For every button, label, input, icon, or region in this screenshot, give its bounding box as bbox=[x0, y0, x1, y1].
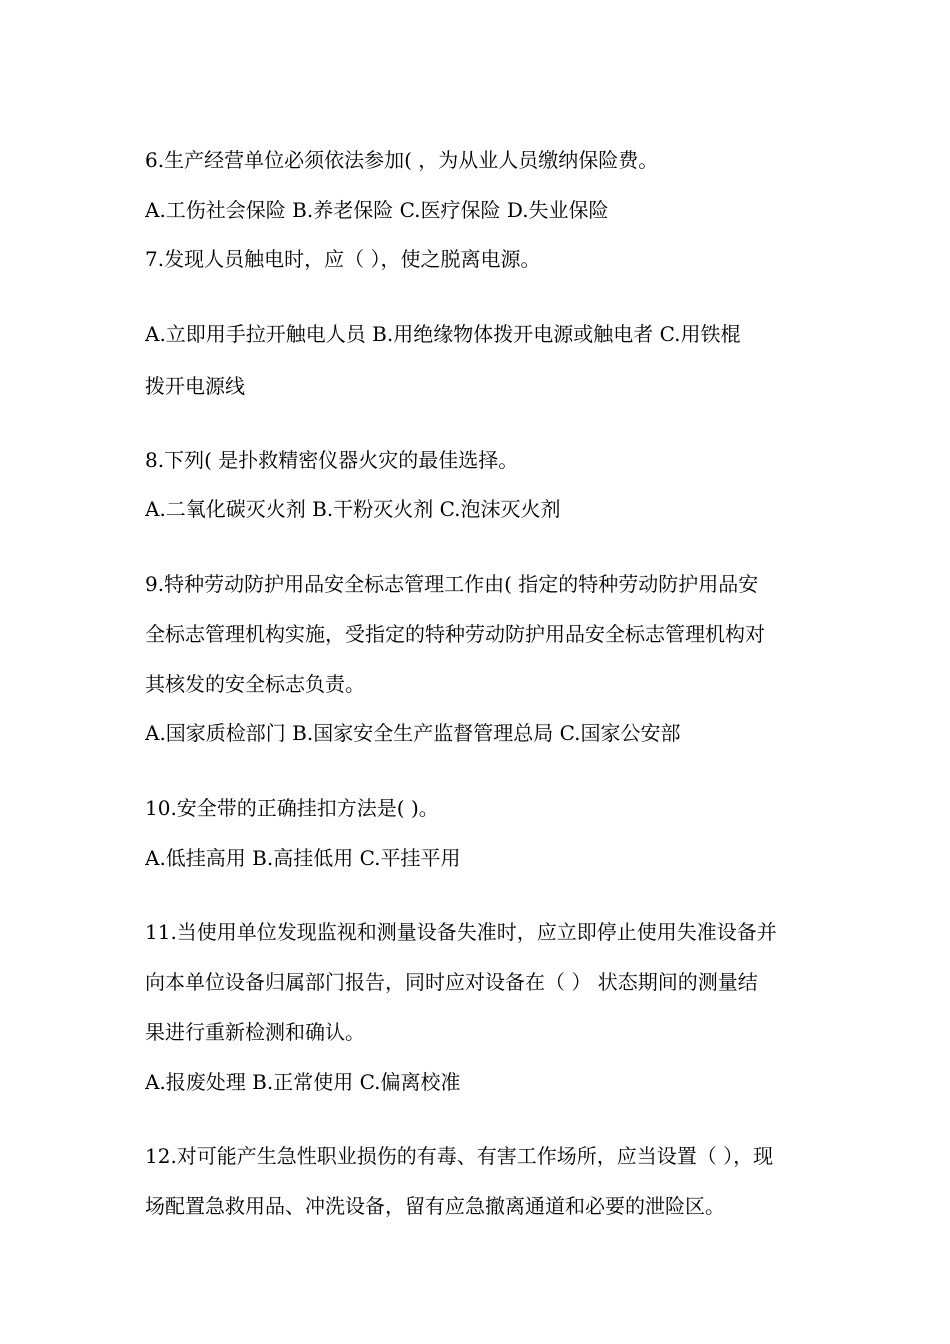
question-9-options-line-1: A.国家质检部门 B.国家安全生产监督管理总局 C.国家公安部 bbox=[145, 721, 681, 745]
question-8-options-line-1: A.二氧化碳灭火剂 B.干粉灭火剂 C.泡沫灭火剂 bbox=[145, 497, 561, 521]
question-7-stem-line-1: 7.发现人员触电时，应（ ），使之脱离电源。 bbox=[145, 247, 541, 271]
question-6-options-line-1: A.工伤社会保险 B.养老保险 C.医疗保险 D.失业保险 bbox=[145, 198, 609, 222]
question-12-stem-line-1: 12.对可能产生急性职业损伤的有毒、有害工作场所，应当设置（ ），现 bbox=[145, 1144, 774, 1168]
question-11-stem-line-3: 果进行重新检测和确认。 bbox=[145, 1020, 365, 1044]
question-9-stem-line-3: 其核发的安全标志负责。 bbox=[145, 672, 365, 696]
question-11-stem-line-1: 11.当使用单位发现监视和测量设备失准时，应立即停止使用失准设备并 bbox=[145, 920, 777, 944]
question-7-options-line-1: A.立即用手拉开触电人员 B.用绝缘物体拨开电源或触电者 C.用铁棍 bbox=[145, 322, 741, 346]
question-12-stem-line-2: 场配置急救用品、冲洗设备，留有应急撤离通道和必要的泄险区。 bbox=[145, 1194, 725, 1218]
question-6-stem-line-1: 6.生产经营单位必须依法参加( ，为从业人员缴纳保险费。 bbox=[145, 148, 659, 172]
question-10-options-line-1: A.低挂高用 B.高挂低用 C.平挂平用 bbox=[145, 846, 461, 870]
question-11-options-line-1: A.报废处理 B.正常使用 C.偏离校准 bbox=[145, 1070, 461, 1094]
question-9-stem-line-1: 9.特种劳动防护用品安全标志管理工作由( 指定的特种劳动防护用品安 bbox=[145, 572, 759, 596]
question-11-stem-line-2: 向本单位设备归属部门报告，同时应对设备在（ ） 状态期间的测量结 bbox=[145, 970, 758, 994]
question-9-stem-line-2: 全标志管理机构实施，受指定的特种劳动防护用品安全标志管理机构对 bbox=[145, 622, 765, 646]
question-7-options-line-2: 拨开电源线 bbox=[145, 374, 245, 398]
question-8-stem-line-1: 8.下列( 是扑救精密仪器火灾的最佳选择。 bbox=[145, 448, 519, 472]
question-10-stem-line-1: 10.安全带的正确挂扣方法是( )。 bbox=[145, 796, 439, 820]
